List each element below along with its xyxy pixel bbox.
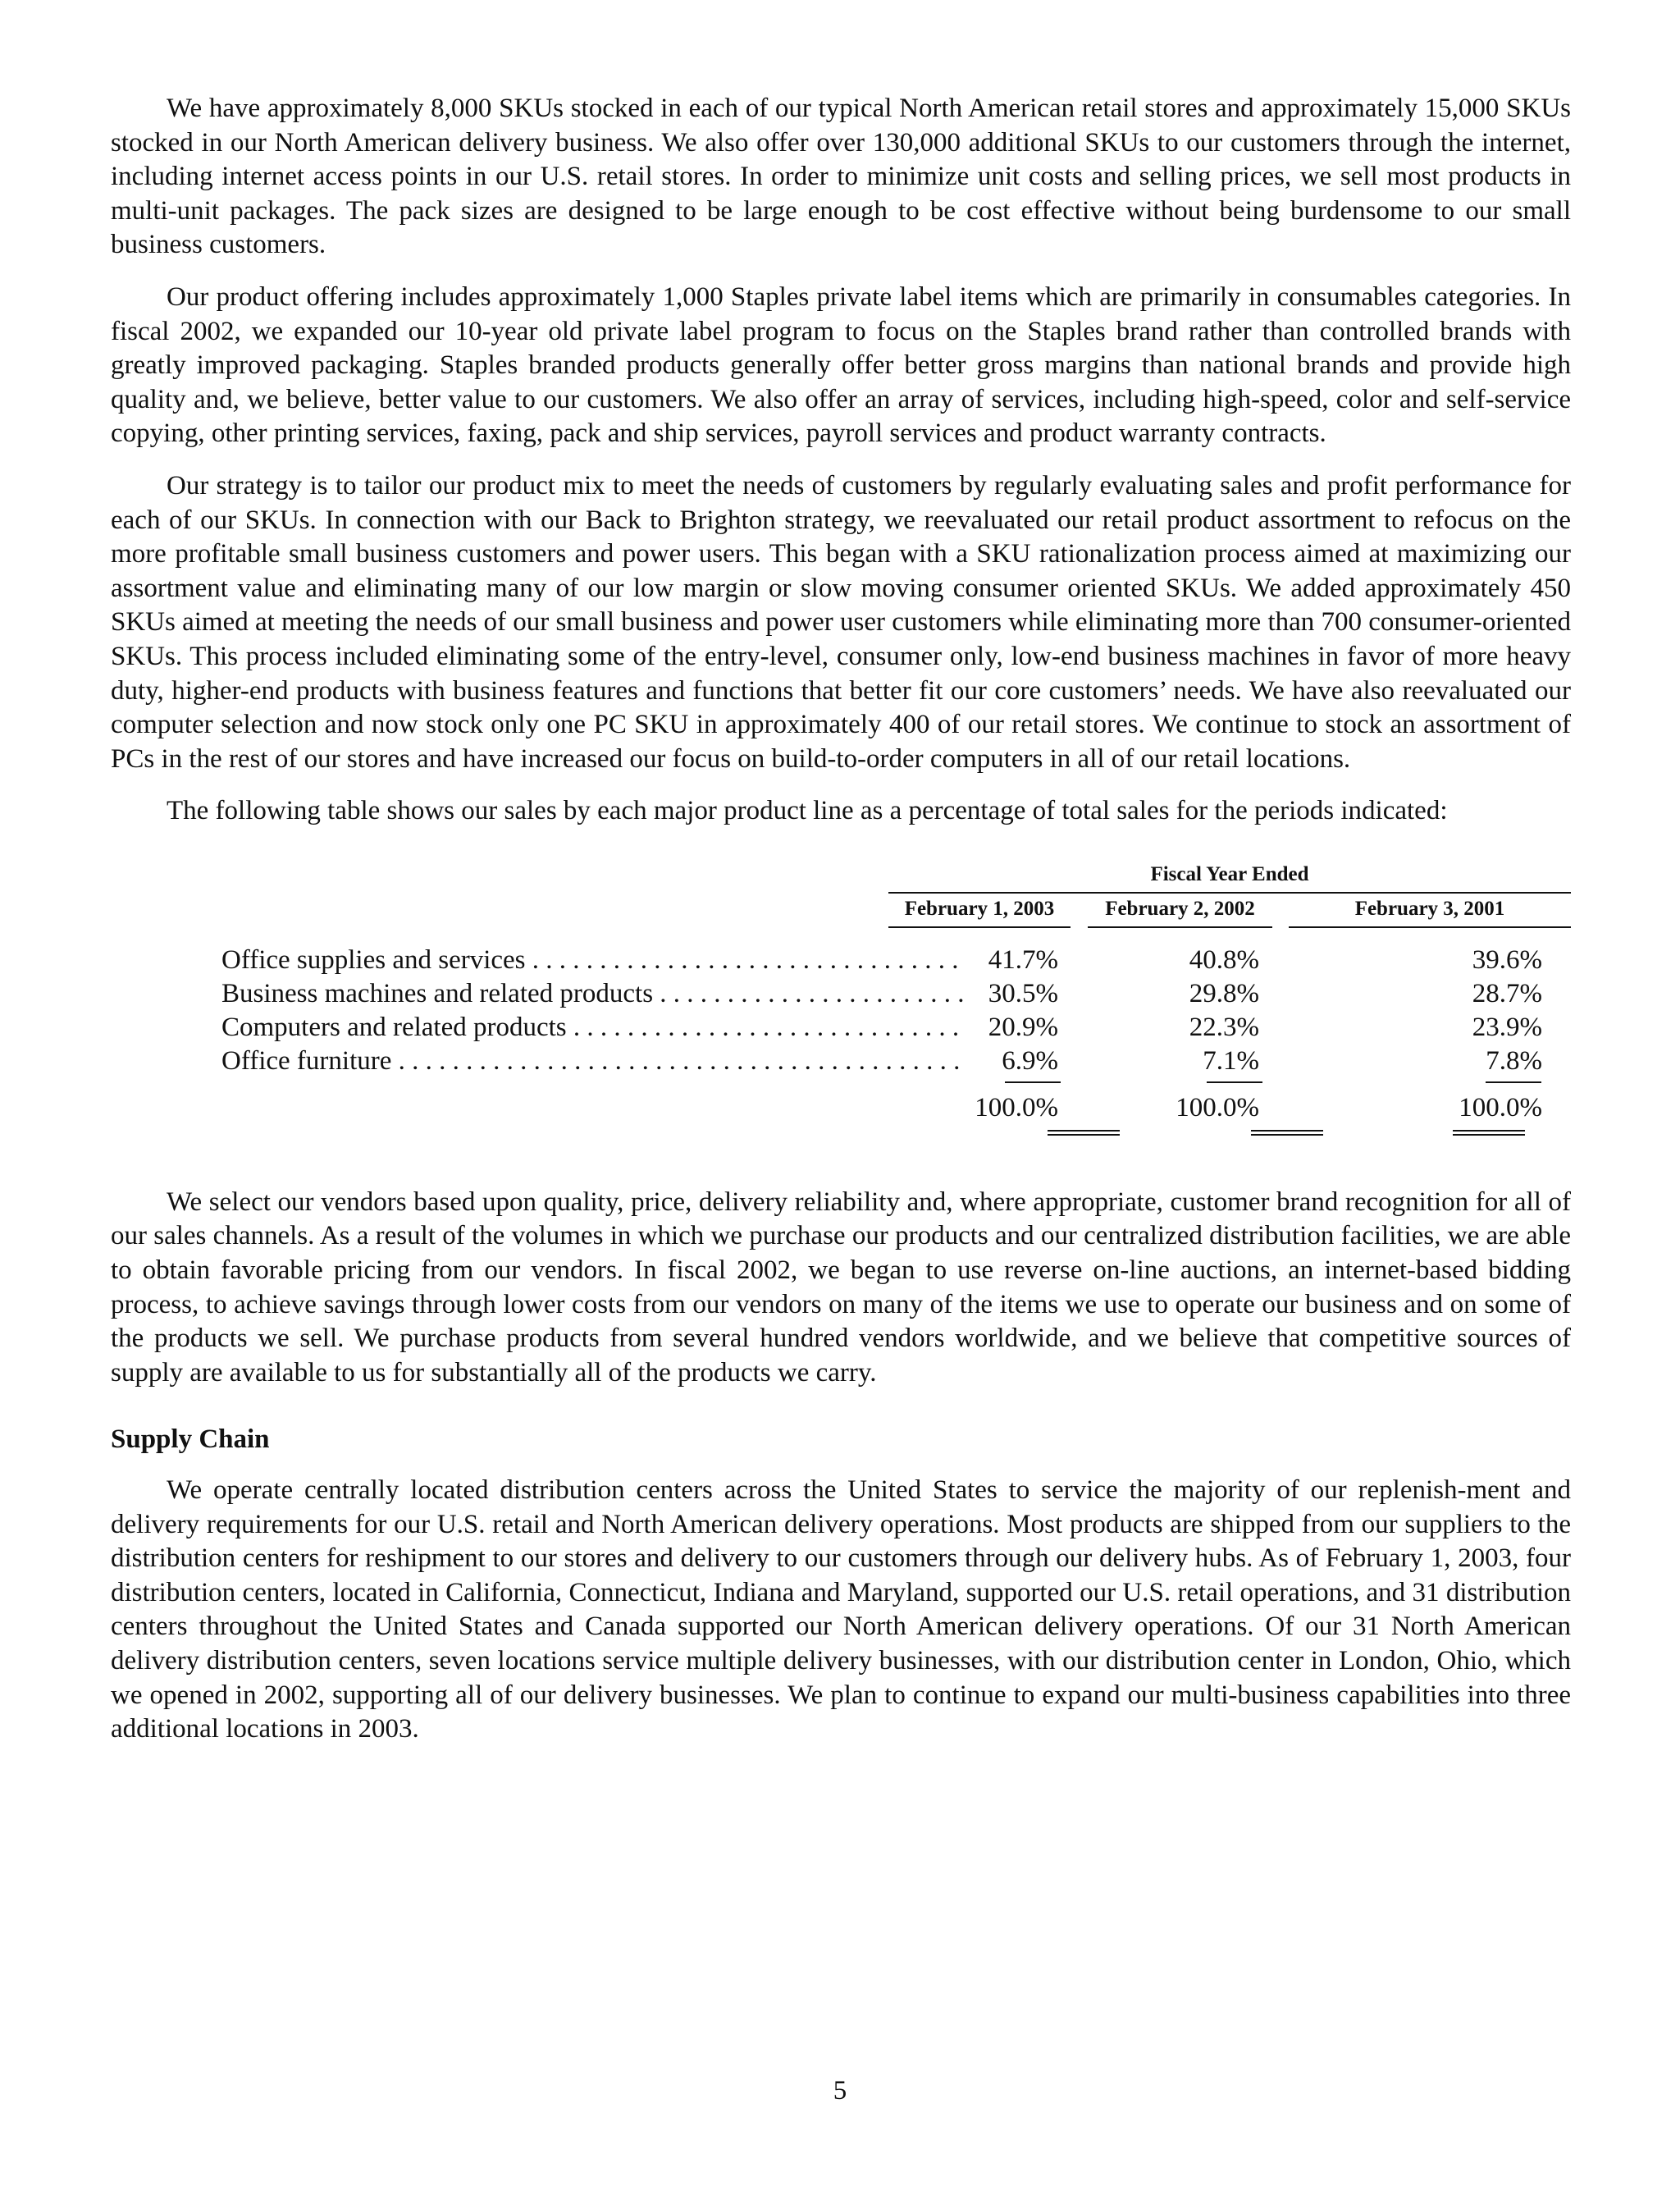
table-cell: 28.7% (1472, 978, 1542, 1008)
row-label-office-supplies: Office supplies and services . . . (221, 944, 966, 977)
row-label-office-furniture: Office furniture . . . (221, 1045, 966, 1078)
table-cell: 23.9% (1472, 1012, 1542, 1042)
table-cell: 41.7% (988, 944, 1058, 975)
page-number: 5 (833, 2076, 847, 2105)
paragraph-strategy: Our strategy is to tailor our product mix to meet the needs of customers by regularly evaluating sales and profit performance for each of our SKUs. In connection with our Back to Brighton strategy, we reevaluated our retail product assortment to refocus on the more profitable small business customers and power users. This began with a SKU rationalization process aimed at maximizing our assortment value and eliminating many of our low margin or slow moving consumer oriented SKUs. We added approximately 450 SKUs aimed at meeting the needs of our small business and power user customers while eliminating more than 700 consumer-oriented SKUs. This process included eliminating some of the entry-level, consumer only, low-end business machines in favor of more heavy duty, higher-end products with business features and functions that better fit our core customers’ needs. We have also reevaluated our computer selection and now stock only one PC SKU in approximately 400 of our retail stores. We continue to stock an assortment of PCs in the rest of our stores and have increased our focus on build-to-order computers in all of our retail locations. (111, 470, 1572, 774)
section-heading-supply-chain: Supply Chain (111, 1424, 270, 1455)
total-double-rule (1048, 1130, 1120, 1136)
subtotal-rule (1005, 1081, 1061, 1083)
table-cell: 22.3% (1189, 1012, 1259, 1042)
table-group-header: Fiscal Year Ended (888, 862, 1571, 894)
column-header-2003: February 1, 2003 (888, 896, 1071, 928)
column-header-2001: February 3, 2001 (1289, 896, 1571, 928)
subtotal-rule (1207, 1081, 1262, 1083)
total-cell: 100.0% (975, 1092, 1058, 1122)
row-label-computers: Computers and related products . . . (221, 1011, 966, 1045)
table-cell: 40.8% (1189, 944, 1259, 975)
table-cell: 6.9% (1002, 1045, 1058, 1076)
table-cell: 30.5% (988, 978, 1058, 1008)
total-cell: 100.0% (1459, 1092, 1542, 1122)
table-cell: 29.8% (1189, 978, 1259, 1008)
paragraph-skus: We have approximately 8,000 SKUs stocked in each of our typical North American retail stores and approximately 15,000 SKUs stocked in our North American delivery business. We also offer over 130,000 additional SKUs to our customers through the internet, including internet access points in our U.S. retail stores. In order to minimize unit costs and selling prices, we sell most products in multi-unit packages. The pack sizes are designed to be large enough to be cost effective without being burdensome to our small business customers. (111, 94, 1571, 260)
total-double-rule (1453, 1130, 1525, 1136)
document-page (111, 92, 1571, 1765)
subtotal-rule (1486, 1081, 1541, 1083)
table-cell: 39.6% (1472, 944, 1542, 975)
row-label-business-machines: Business machines and related products . . . (221, 977, 966, 1011)
table-cell: 20.9% (988, 1012, 1058, 1042)
table-cell: 7.1% (1203, 1045, 1259, 1076)
paragraph-supply-chain: We operate centrally located distribution centers across the United States to service the majority of our replenish-ment and delivery requirements for our U.S. retail and North American delivery operations. Most products are shipped from our suppliers to the distribution centers for reshipment to our stores and delivery to our customers through our delivery hubs. As of February 1, 2003, four distribution centers, located in California, Connecticut, Indiana and Maryland, supported our U.S. retail operations, and 31 distribution centers throughout the United States and Canada supported our North American delivery operations. Of our 31 North American delivery distribution centers, seven locations service multiple delivery businesses, with our distribution center in London, Ohio, which we opened in 2002, supporting all of our delivery businesses. We plan to continue to expand our multi-business capabilities into three additional locations in 2003. (111, 1475, 1571, 1744)
total-cell: 100.0% (1176, 1092, 1259, 1122)
paragraph-vendors: We select our vendors based upon quality, price, delivery reliability and, where appropriate, customer brand recognition for all of our sales channels. As a result of the volumes in which we purchase our products and our centralized distribution facilities, we are able to obtain favorable pricing from our vendors. In fiscal 2002, we began to use reverse on-line auctions, an internet-based bidding process, to achieve savings through lower costs from our vendors on many of the items we use to operate our business and on some of the products we sell. We purchase products from several hundred vendors worldwide, and we believe that competitive sources of supply are available to us for substantially all of the products we carry. (111, 1186, 1571, 1388)
table-cell: 7.8% (1486, 1045, 1542, 1076)
total-double-rule (1251, 1130, 1323, 1136)
paragraph-table-intro: The following table shows our sales by each major product line as a percentage of total sales for the periods indicated: (167, 796, 1448, 826)
paragraph-product-offering: Our product offering includes approximately 1,000 Staples private label items which are primarily in consumables categories. In fiscal 2002, we expanded our 10-year old private label program to focus on the Staples brand rather than controlled brands with greatly improved packaging. Staples branded products generally offer better gross margins than national brands and provide high quality and, we believe, better value to our customers. We also offer an array of services, including high-speed, color and self-service copying, other printing services, faxing, pack and ship services, payroll services and product warranty contracts. (111, 281, 1571, 449)
column-header-2002: February 2, 2002 (1088, 896, 1272, 928)
sales-by-product-line-table (111, 862, 1571, 1153)
